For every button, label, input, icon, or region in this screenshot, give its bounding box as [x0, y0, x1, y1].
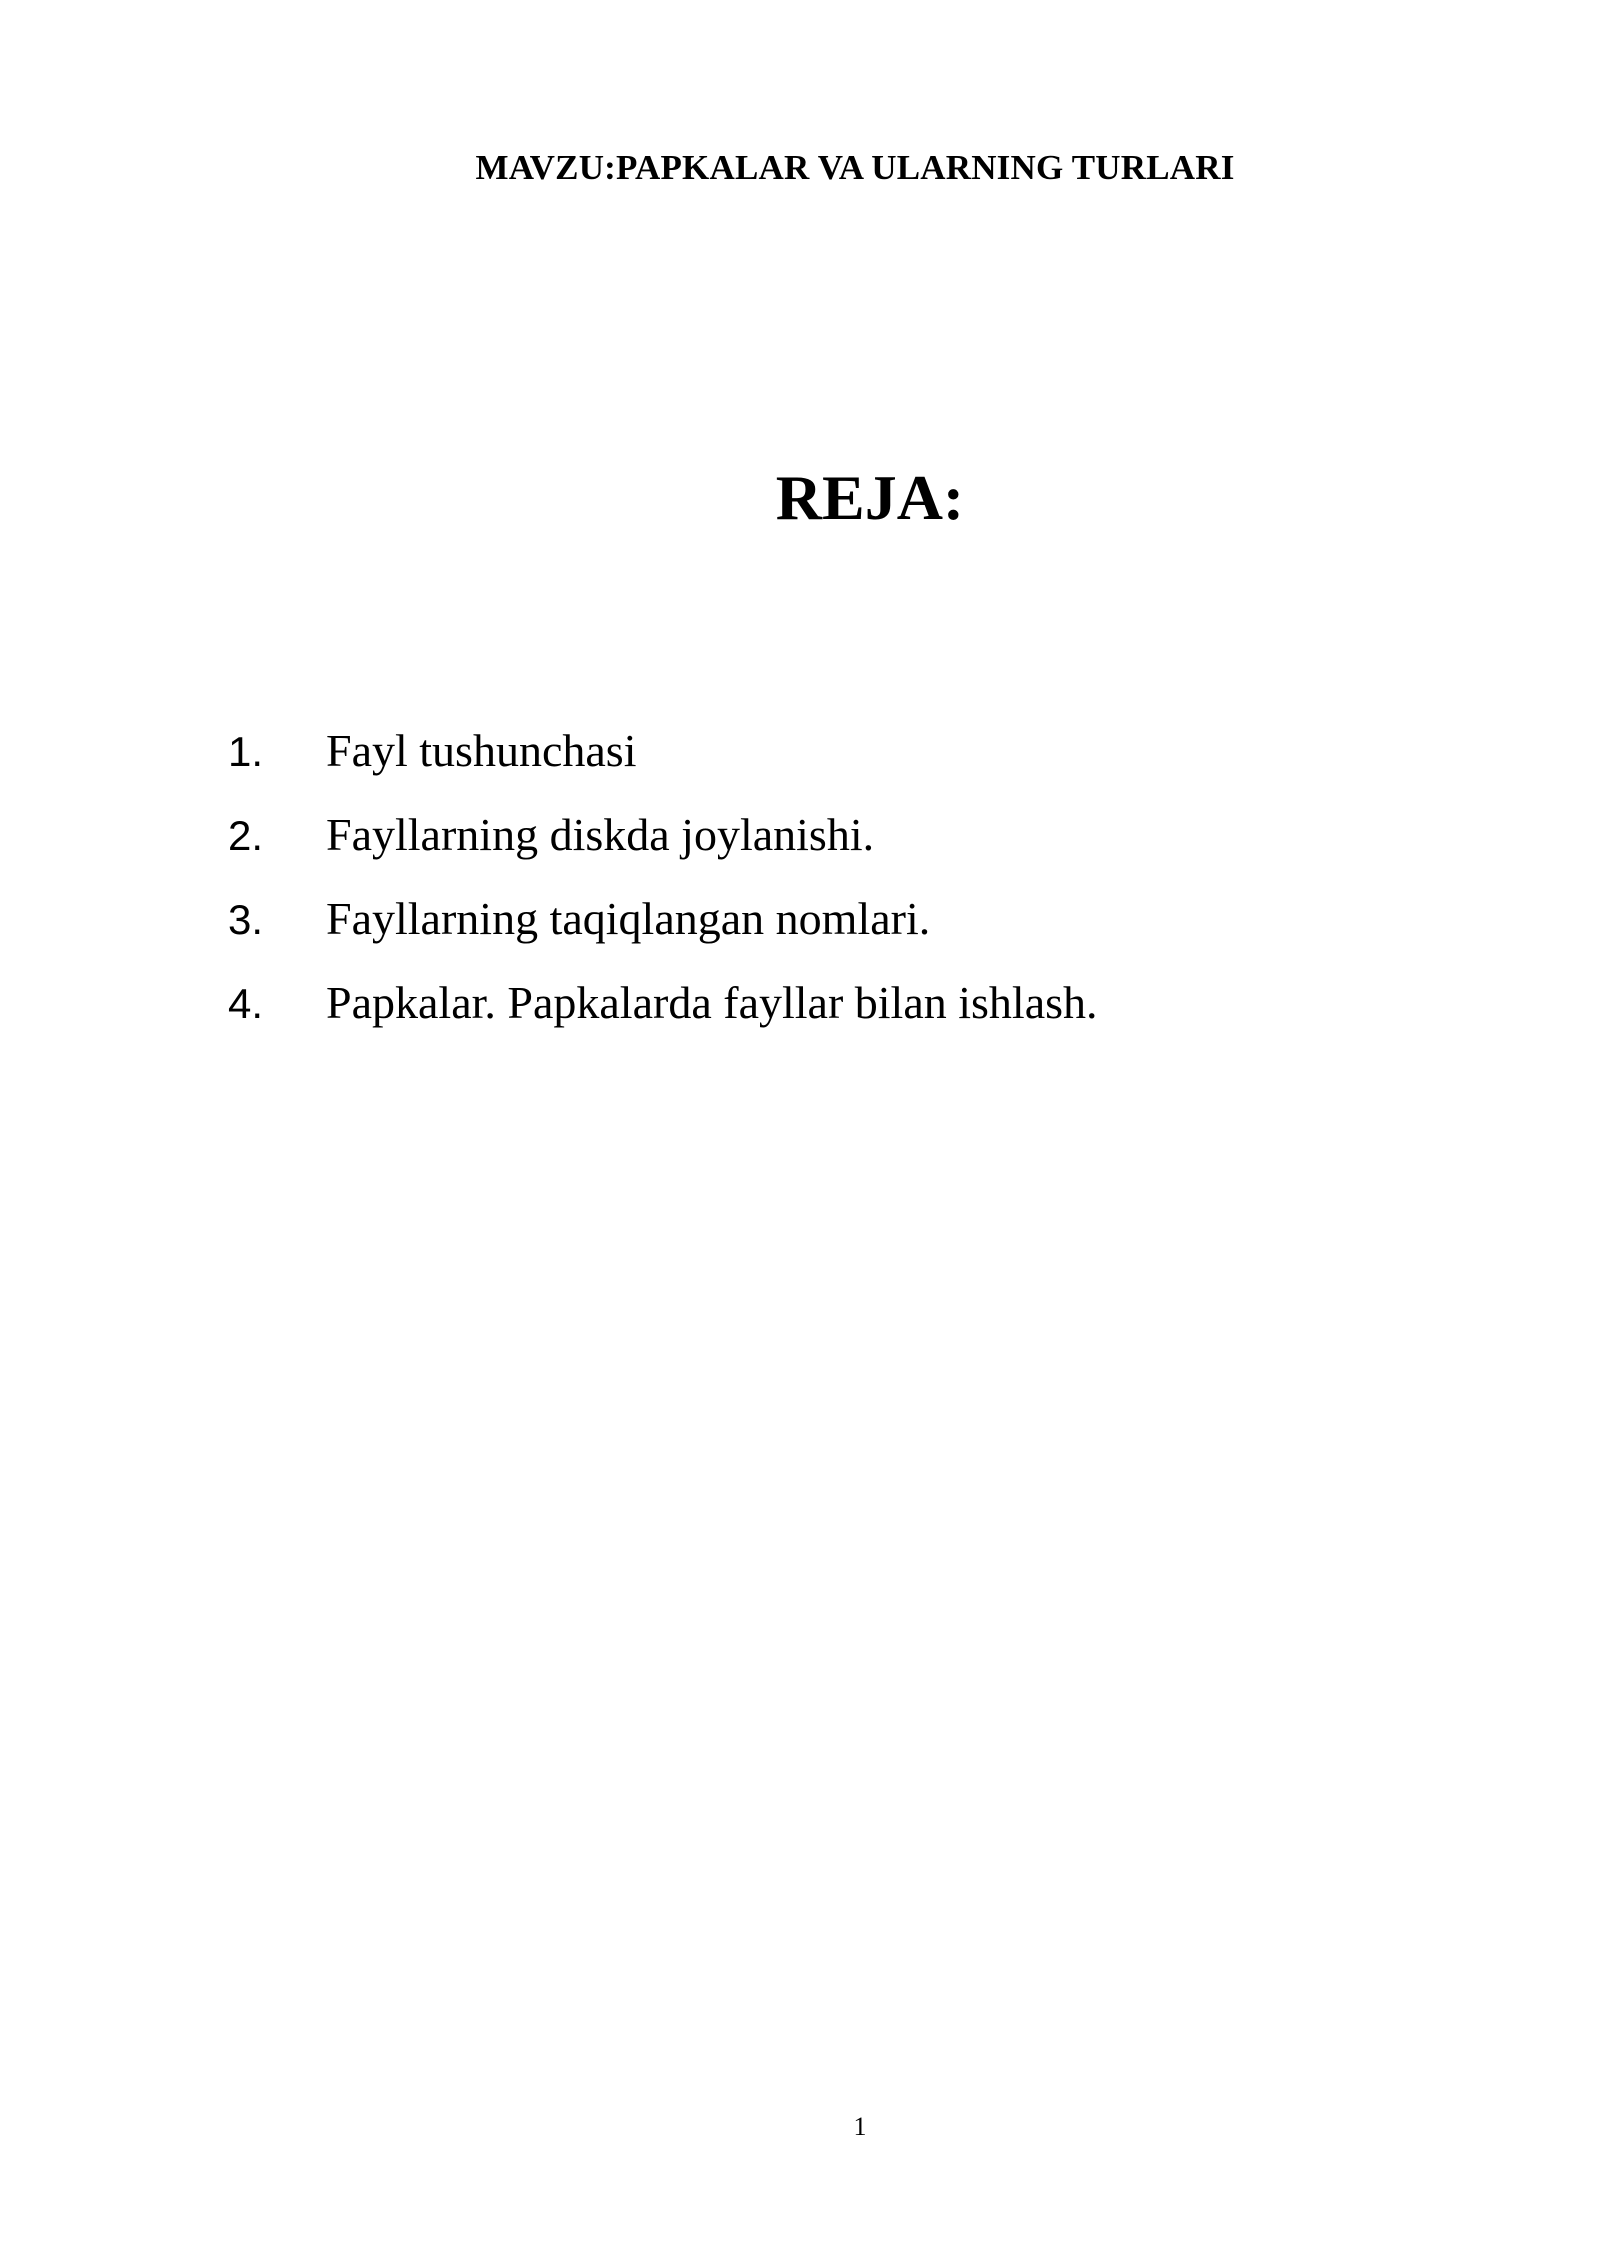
- plan-item-3: [228, 894, 1098, 978]
- plan-item-4: [228, 978, 1098, 1062]
- plan-item-text: Fayl tushunchasi: [326, 725, 637, 776]
- plan-item-text: Fayllarning taqiqlangan nomlari.: [326, 893, 931, 944]
- plan-heading: REJA:: [775, 462, 965, 533]
- plan-item-number: 2.: [228, 812, 264, 859]
- plan-item-text: Papkalar. Papkalarda fayllar bilan ishlash.: [326, 977, 1098, 1028]
- page-number: 1: [853, 2112, 867, 2141]
- plan-item-number: 1.: [228, 728, 264, 775]
- plan-list: [228, 726, 1098, 1062]
- plan-item-2: [228, 810, 1098, 894]
- plan-item-1: [228, 726, 1098, 810]
- plan-item-number: 4.: [228, 980, 264, 1027]
- plan-item-number: 3.: [228, 896, 264, 943]
- plan-item-text: Fayllarning diskda joylanishi.: [326, 809, 875, 860]
- topic-title: MAVZU:PAPKALAR VA ULARNING TURLARI: [475, 148, 1235, 187]
